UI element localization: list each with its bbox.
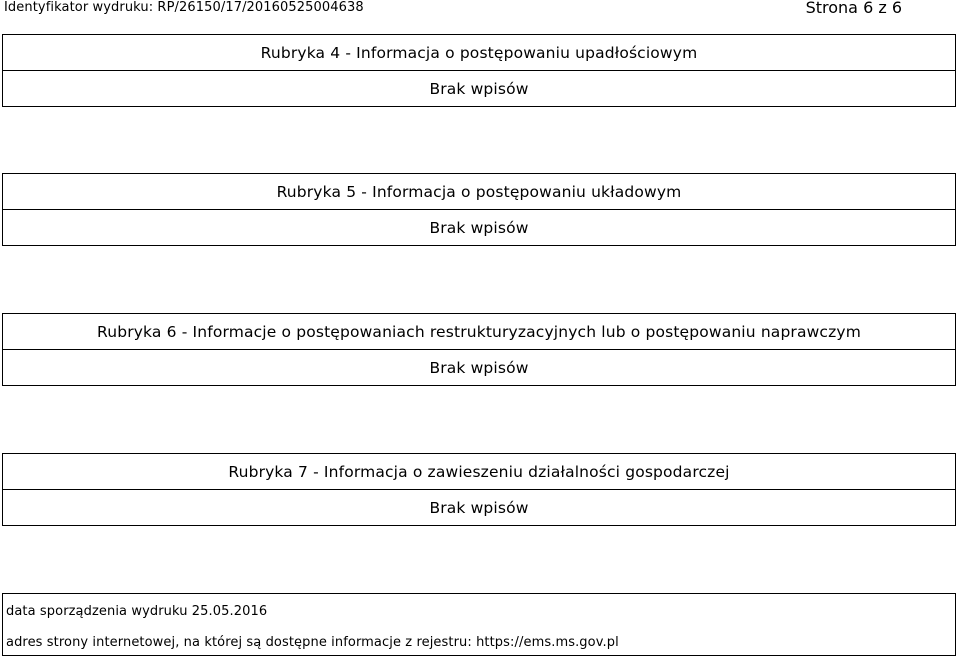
- section-title: Rubryka 6 - Informacje o postępowaniach restrukturyzacyjnych lub o postępowaniu naprawczym: [3, 314, 955, 350]
- print-identifier: Identyfikator wydruku: RP/26150/17/20160525004638: [4, 0, 364, 15]
- section-rubryka-5: [2, 173, 956, 246]
- section-body: Brak wpisów: [429, 358, 529, 377]
- section-body: Brak wpisów: [429, 218, 529, 237]
- page-number: Strona 6 z 6: [805, 0, 902, 17]
- section-rubryka-7: [2, 453, 956, 526]
- section-body: Brak wpisów: [429, 79, 529, 98]
- section-body: Brak wpisów: [429, 498, 529, 517]
- section-title: Rubryka 5 - Informacja o postępowaniu układowym: [3, 174, 955, 210]
- print-footer: [2, 593, 956, 656]
- section-rubryka-4: [2, 34, 956, 107]
- registry-address: adres strony internetowej, na której są dostępne informacje z rejestru: https://ems.ms.gov.pl: [6, 635, 619, 650]
- print-date: data sporządzenia wydruku 25.05.2016: [6, 604, 268, 619]
- section-title: Rubryka 4 - Informacja o postępowaniu upadłościowym: [3, 35, 955, 71]
- section-title: Rubryka 7 - Informacja o zawieszeniu działalności gospodarczej: [3, 454, 955, 490]
- section-rubryka-6: [2, 313, 956, 386]
